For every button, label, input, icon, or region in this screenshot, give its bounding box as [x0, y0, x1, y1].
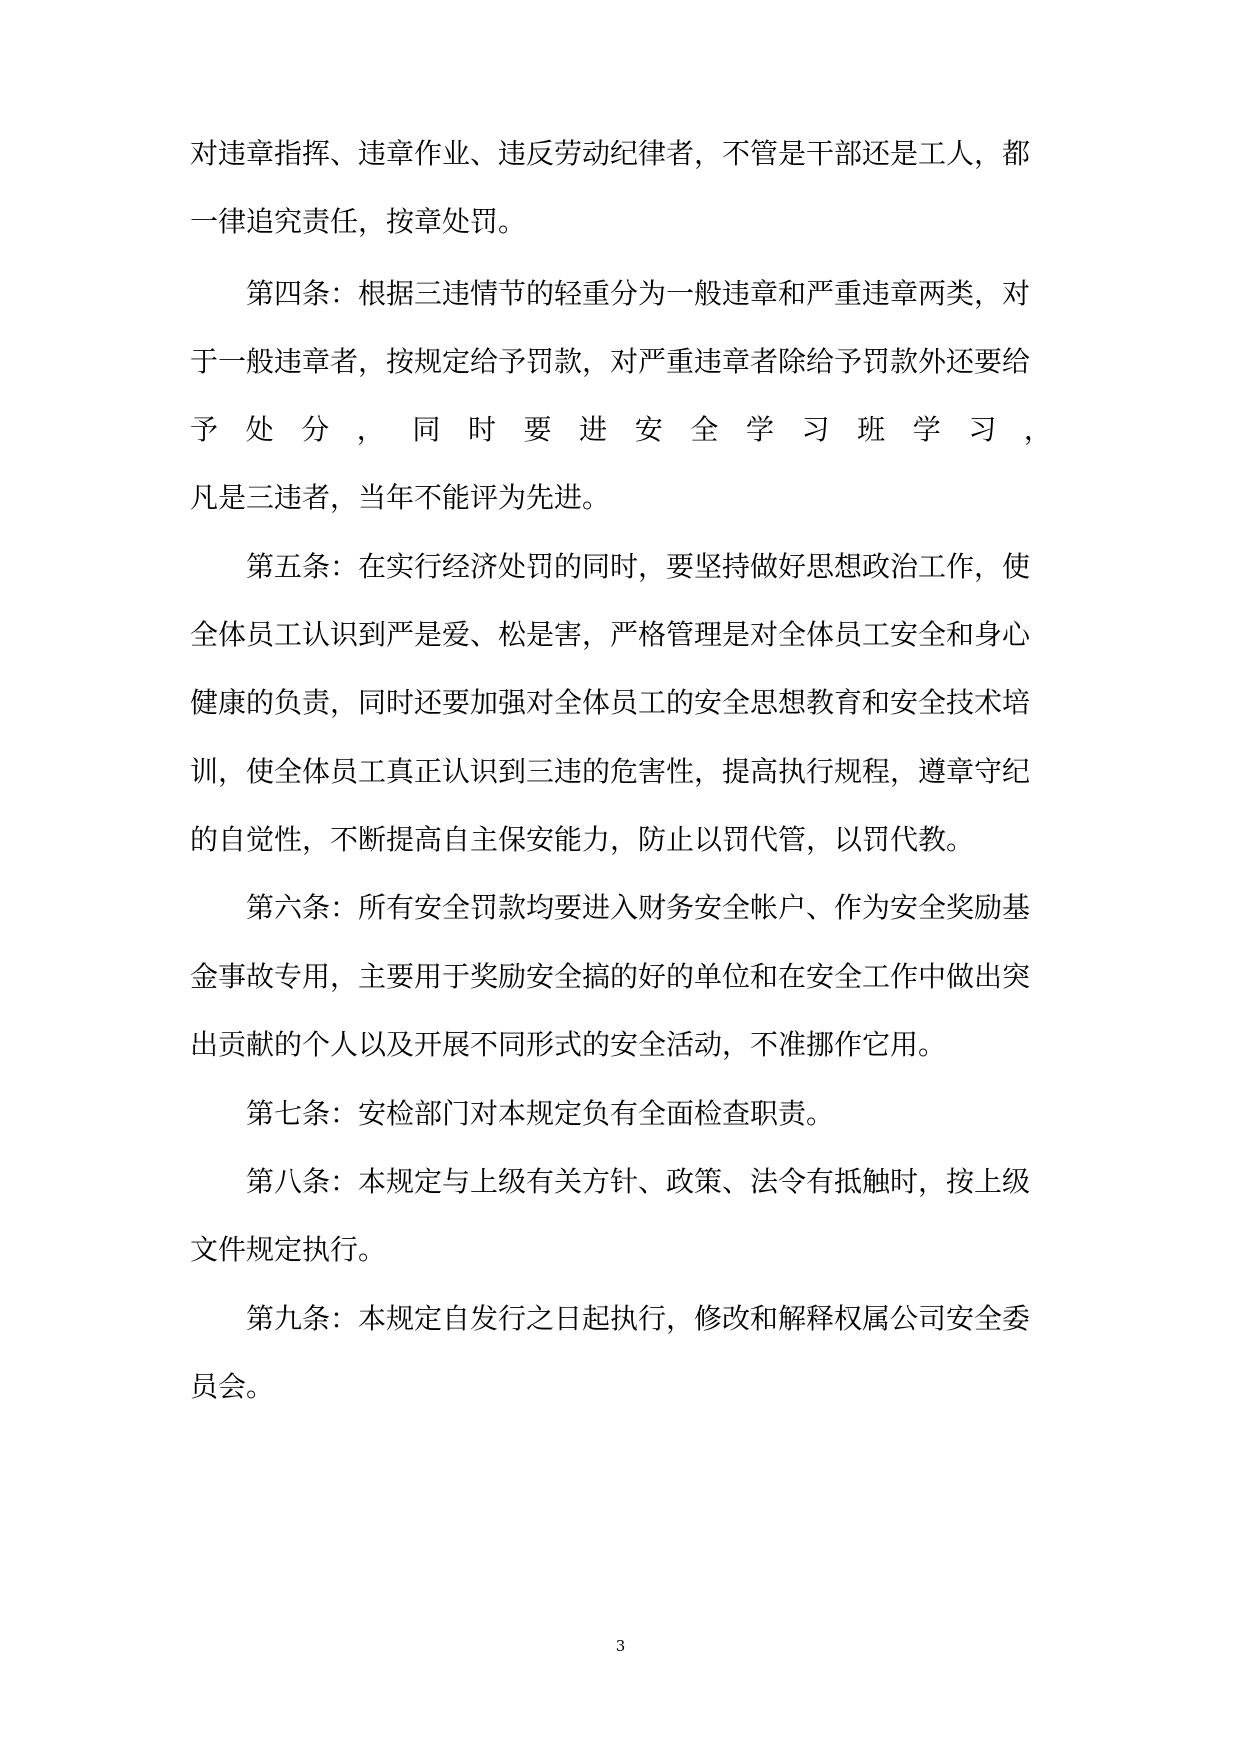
- text-line: 训，使全体员工真正认识到三违的危害性，提高执行规程，遵章守纪: [190, 755, 1031, 788]
- spread-char: 同: [412, 413, 441, 446]
- article-nine-start: 第九条：本规定自发行之日起执行，修改和解释权属公司安全委: [246, 1302, 1031, 1335]
- text-line: 的自觉性，不断提高自主保安能力，防止以罚代管，以罚代教。: [190, 823, 975, 856]
- spread-char: 习: [968, 413, 997, 446]
- text-line: 一律追究责任，按章处罚。: [190, 205, 527, 238]
- article-five-start: 第五条：在实行经济处罚的同时，要坚持做好思想政治工作，使: [246, 550, 1031, 583]
- text-line: 凡是三违者，当年不能评为先进。: [190, 481, 611, 514]
- spread-char: 全: [690, 413, 719, 446]
- spread-char: 学: [912, 413, 941, 446]
- text-line: 对违章指挥、违章作业、违反劳动纪律者，不管是干部还是工人，都: [190, 137, 1031, 170]
- spread-char: 时: [467, 413, 496, 446]
- justified-line: [190, 408, 1052, 452]
- text-line: 出贡献的个人以及开展不同形式的安全活动，不准挪作它用。: [190, 1028, 947, 1061]
- spread-char: 处: [245, 413, 274, 446]
- text-line: 于一般违章者，按规定给予罚款，对严重违章者除给予罚款外还要给: [190, 345, 1031, 378]
- spread-char: 学: [745, 413, 774, 446]
- text-line: 全体员工认识到严是爱、松是害，严格管理是对全体员工安全和身心: [190, 618, 1031, 651]
- text-line: 金事故专用，主要用于奖励安全搞的好的单位和在安全工作中做出突: [190, 960, 1031, 993]
- spread-char: 安: [634, 413, 663, 446]
- spread-char: ，: [1023, 413, 1052, 446]
- page-number: 3: [615, 1637, 626, 1655]
- spread-char: 分: [301, 413, 330, 446]
- spread-char: 班: [857, 413, 886, 446]
- article-eight-start: 第八条：本规定与上级有关方针、政策、法令有抵触时，按上级: [246, 1165, 1031, 1198]
- text-line: 文件规定执行。: [190, 1233, 387, 1266]
- spread-char: ，: [356, 413, 385, 446]
- text-line: 健康的负责，同时还要加强对全体员工的安全思想教育和安全技术培: [190, 686, 1031, 719]
- spread-char: 要: [523, 413, 552, 446]
- text-line: 员会。: [190, 1370, 275, 1403]
- spread-char: 习: [801, 413, 830, 446]
- article-four-start: 第四条：根据三违情节的轻重分为一般违章和严重违章两类，对: [246, 277, 1031, 310]
- spread-char: 予: [190, 413, 219, 446]
- article-six-start: 第六条：所有安全罚款均要进入财务安全帐户、作为安全奖励基: [246, 891, 1031, 924]
- spread-char: 进: [579, 413, 608, 446]
- article-seven: 第七条：安检部门对本规定负有全面检查职责。: [246, 1097, 835, 1130]
